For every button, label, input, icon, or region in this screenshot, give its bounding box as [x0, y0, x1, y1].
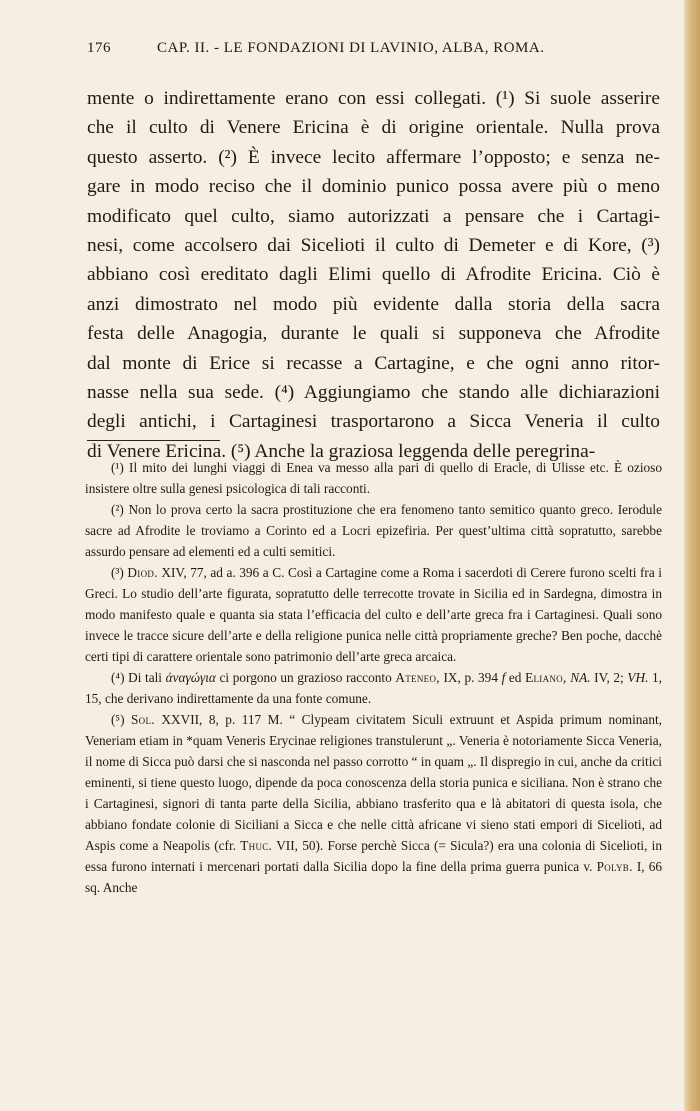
main-text [87, 84, 660, 466]
citation-work: NA. [570, 670, 591, 685]
main-text-line: dal monte di Erice si recasse a Cartagine, e che ogni anno ritor- [87, 352, 660, 374]
citation-author: Eliano, [525, 670, 567, 685]
footnote-text: I, 66 sq. Anche [85, 859, 663, 895]
main-text-line: nasse nella sua sede. (⁴) Aggiungiamo che stando alle dichiarazioni [87, 381, 660, 403]
main-text-line: di Venere Ericina. (⁵) Anche la graziosa leggenda delle peregrina- [87, 440, 596, 462]
main-text-line: abbiano così ereditato dagli Elimi quello di Afrodite Ericina. Ciò è [87, 264, 660, 286]
footnote-text: Il mito dei lunghi viaggi di Enea va messo alla pari di quello di Eracle, di Ulisse etc. È ozioso insistere oltre sulla genesi psicologica di tali racconti. [85, 460, 663, 496]
citation-ref: IV, 2; [594, 670, 624, 685]
footnote-text: XXVII, 8, p. 117 M. “ Clypeam civitatem Siculi extruunt et Aspida primum nominant, Veneriam etiam in *quam Veneris Erycinae religiones transtulerunt „. Veneria è notoriamente Sicca Veneria, il nome di Sicca può darsi che si nasconda nel passo corrotto “ in quam „. Il dispregio in cui, anche da critici eminenti, si tiene questo luogo, dipende da poca conoscenza della storia punica e siciliana. Non è strano che i Cartaginesi, signori di tanta parte della Sicilia, abbiano trasferito qua e là abitatori di questa isola, che abbiano fondate colonie di Siciliani a Sicca e che nelle città africane vi sieno stati empori di Sicelioti, ad Aspis come a Neapolis (cfr. [85, 712, 662, 853]
page-number: 176 [87, 40, 111, 56]
footnote-marker: (²) [111, 502, 124, 517]
page-edge [684, 0, 700, 1111]
main-text-line: questo asserto. (²) È invece lecito affermare l’opposto; e senza ne- [87, 146, 660, 168]
greek-term: ἀναγώγια [165, 670, 216, 685]
citation-ref: IX, p. 394 [443, 670, 498, 685]
footnote-text: XIV, 77, ad a. 396 a C. Così a Cartagine come a Roma i sacerdoti di Cerere furono scelti fra i Greci. Lo studio dell’arte figurata, sopratutto delle terrecotte trovate in Sicilia ed in Sardegna, dimostra in modo manifesto quale e quanta sia stata l’efficacia del culto e dell’arte greca fra i Cartaginesi. Quali sono invece le tracce sicure dell’arte e della religione punica nelle città propriamente greche? Ben poche, dacchè certi tipi di carattere orientale sono patrimonio dell’arte greca arcaica. [85, 565, 663, 664]
footnote-5 [85, 709, 662, 898]
footnote-1 [85, 457, 662, 499]
main-text-line: modificato quel culto, siamo autorizzati a pensare che i Cartagi- [87, 205, 660, 227]
main-text-line: che il culto di Venere Ericina è di origine orientale. Nulla prova [87, 117, 660, 139]
footnote-separator [87, 440, 220, 441]
main-text-line: degli antichi, i Cartaginesi trasportarono a Sicca Veneria il culto [87, 411, 660, 433]
footnote-text: 1, 15, che derivano indirettamente da una fonte comune. [85, 670, 663, 706]
footnote-marker: (³) [111, 565, 124, 580]
footnote-text: ci porgono un grazioso racconto [219, 670, 392, 685]
citation-author: Polyb. [596, 859, 633, 874]
main-text-line: festa delle Anagogia, durante le quali si supponeva che Afrodite [87, 323, 660, 345]
footnote-marker: (⁵) [111, 712, 125, 727]
footnote-3 [85, 562, 662, 667]
citation-author: Sol. [130, 712, 155, 727]
citation-ref-letter: f [501, 670, 506, 685]
footnote-marker: (¹) [111, 460, 124, 475]
footnotes [85, 457, 662, 898]
footnote-text: Di tali [128, 670, 162, 685]
footnote-text: VII, 50). Forse perchè Sicca (= Sicula?) era una colonia di Sicelioti, in essa furono internati i mercenari portati dalla Sicilia dopo la fine della prima guerra punica v. [85, 838, 662, 874]
main-text-line: gare in modo reciso che il dominio punico possa avere più o meno [87, 176, 660, 198]
footnote-2 [85, 499, 662, 562]
running-title: CAP. II. - LE FONDAZIONI DI LAVINIO, ALBA, ROMA. [157, 40, 545, 56]
footnote-4 [85, 667, 662, 709]
footnote-marker: (⁴) [111, 670, 125, 685]
citation-author: Diod. [127, 565, 158, 580]
main-text-line: anzi dimostrato nel modo più evidente dalla storia della sacra [87, 293, 660, 315]
footnote-text: Non lo prova certo la sacra prostituzione che era fenomeno tanto semitico quanto greco. Ierodule sacre ad Afrodite le troviamo a Corinto ed a Locri epizefiria. Per quest’ultima città sopratutto, sarebbe assurdo pensare ad elementi ed a culti semitici. [85, 502, 662, 559]
main-text-line: nesi, come accolsero dai Sicelioti il culto di Demeter e di Kore, (³) [87, 234, 660, 256]
footnote-text: ed [508, 670, 522, 685]
main-text-line: mente o indirettamente erano con essi collegati. (¹) Si suole asserire [87, 88, 660, 109]
citation-author: Ateneo, [395, 670, 440, 685]
citation-work: VH. [627, 670, 649, 685]
citation-author: Thuc. [240, 838, 273, 853]
